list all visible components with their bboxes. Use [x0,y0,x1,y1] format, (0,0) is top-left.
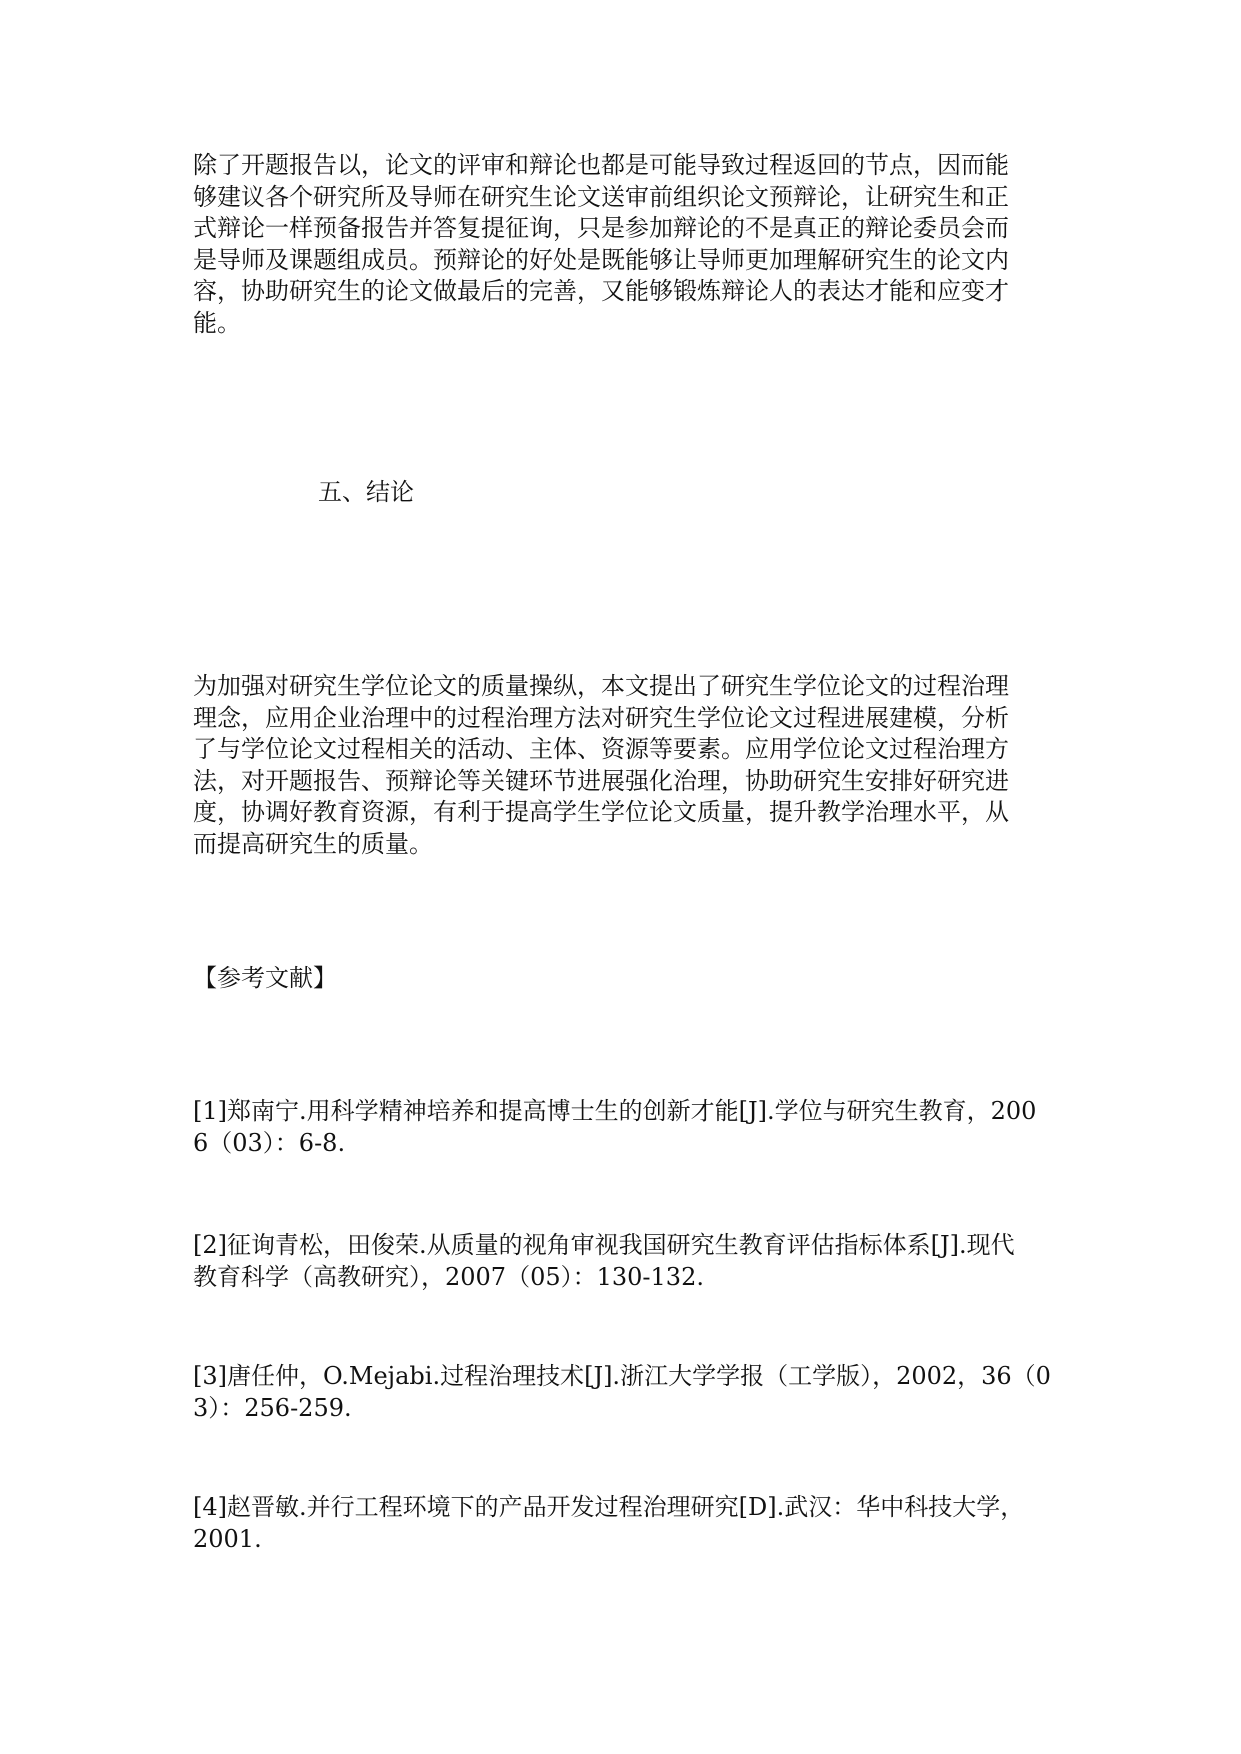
paragraph-line: 式辩论一样预备报告并答复提征询，只是参加辩论的不是真正的辩论委员会而 [193,214,1009,242]
reference-line: [3]唐任仲，O.Mejabi.过程治理技术[J].浙江大学学报（工学版），2002，36（0 [193,1362,1051,1390]
reference-line: [2]征询青松，田俊荣.从质量的视角审视我国研究生教育评估指标体系[J].现代 [193,1231,1015,1259]
body-paragraph-1 [193,150,1055,339]
paragraph-line: 而提高研究生的质量。 [193,829,433,858]
reference-line: 3）：256-259. [193,1393,352,1422]
paragraph-line: 是导师及课题组成员。预辩论的好处是既能够让导师更加理解研究生的论文内 [193,245,1009,274]
paragraph-line: 够建议各个研究所及导师在研究生论文送审前组织论文预辩论，让研究生和正 [193,182,1009,211]
references-heading: 【参考文献】 [193,964,337,992]
reference-line: 2001. [193,1524,262,1553]
paragraph-line: 度，协调好教育资源，有利于提高学生学位论文质量，提升教学治理水平，从 [193,798,1009,826]
paragraph-line: 能。 [193,308,241,337]
reference-item-4 [193,1492,1055,1555]
paragraph-line: 除了开题报告以，论文的评审和辩论也都是可能导致过程返回的节点，因而能 [193,151,1009,179]
conclusion-paragraph [193,671,1055,860]
reference-line: 6（03）：6-8. [193,1128,346,1157]
paragraph-line: 理念，应用企业治理中的过程治理方法对研究生学位论文过程进展建模，分析 [193,703,1009,732]
paragraph-line: 了与学位论文过程相关的活动、主体、资源等要素。应用学位论文过程治理方 [193,735,1009,763]
reference-line: [4]赵晋敏.并行工程环境下的产品开发过程治理研究[D].武汉：华中科技大学， [193,1493,1025,1521]
reference-item-3 [193,1361,1055,1424]
paragraph-line: 容，协助研究生的论文做最后的完善，又能够锻炼辩论人的表达才能和应变才 [193,277,1009,305]
paragraph-line: 法，对开题报告、预辩论等关键环节进展强化治理，协助研究生安排好研究进 [193,766,1009,795]
reference-line: 教育科学（高教研究），2007（05）：130-132. [193,1262,704,1291]
reference-item-2 [193,1230,1055,1293]
section-heading: 五、结论 [318,478,414,506]
paragraph-line: 为加强对研究生学位论文的质量操纵，本文提出了研究生学位论文的过程治理 [193,672,1009,700]
reference-item-1 [193,1096,1055,1159]
reference-line: [1]郑南宁.用科学精神培养和提高博士生的创新才能[J].学位与研究生教育，200 [193,1097,1037,1125]
